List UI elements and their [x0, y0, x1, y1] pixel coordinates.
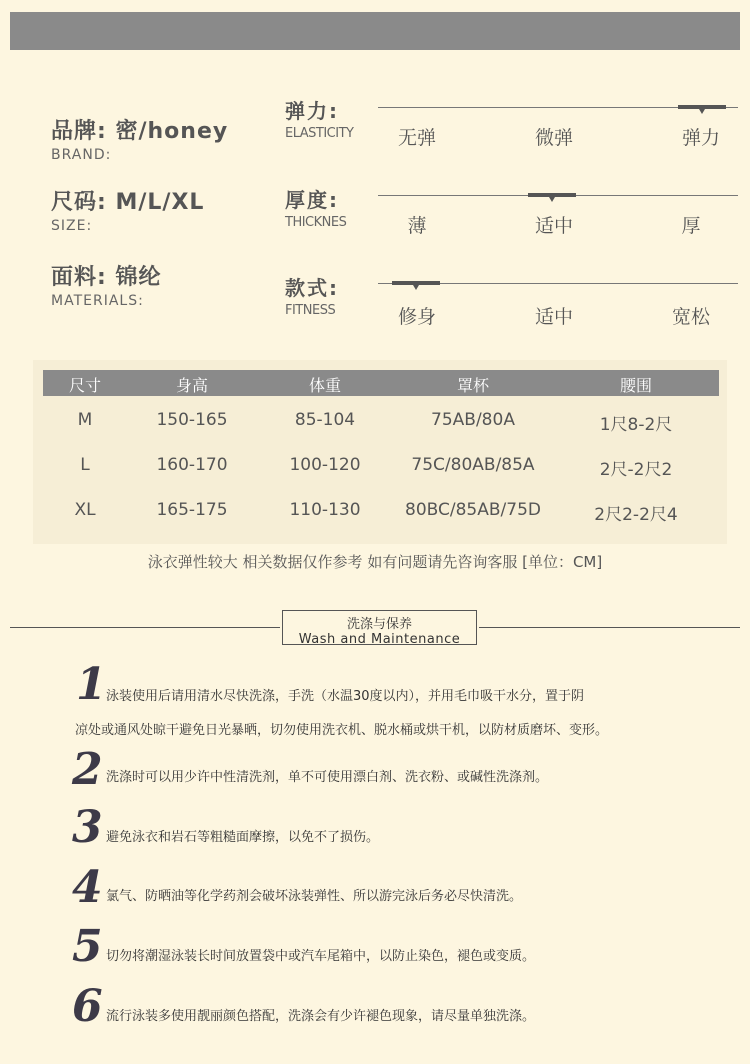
thickness-title [285, 184, 346, 230]
step-number-2: 2 [72, 744, 103, 795]
size-value: M/L/XL [115, 190, 205, 215]
step-1-line-2: 凉处或通风处晾干避免日光暴晒，切勿使用洗衣机、脱水桶或烘干机，以防材质磨坏、变形。 [75, 723, 609, 738]
fitness-title-cn: 款式: [285, 276, 339, 300]
step-number-6: 6 [72, 981, 103, 1032]
header-weight: 体重 [308, 376, 341, 395]
size-label-en: SIZE: [51, 218, 93, 234]
table-cell-m-cup: 75AB/80A [431, 410, 515, 430]
fitness-option-high: 宽松 [671, 306, 710, 328]
elasticity-title-en: ELASTICITY [285, 126, 354, 141]
elasticity-title-cn: 弹力: [285, 99, 339, 123]
thickness-scale-marker [528, 193, 576, 197]
size-note: 泳衣弹性较大 相关数据仅作参考 如有问题请先咨询客服 [单位：CM] [147, 553, 603, 571]
header-height: 身高 [175, 376, 208, 395]
size-attribute [51, 185, 204, 234]
table-cell-l-waist: 2尺-2尺2 [599, 460, 673, 480]
step-3-line-1: 避免泳衣和岩石等粗糙面摩擦，以免不了损伤。 [106, 830, 380, 845]
brand-value: 密/honey [115, 119, 229, 144]
material-label-en: MATERIALS: [51, 293, 144, 309]
table-cell-l-size: L [80, 455, 90, 475]
header-size: 尺寸 [68, 376, 101, 395]
thickness-option-low: 薄 [407, 215, 427, 237]
size-label: 尺码: [51, 190, 107, 215]
table-cell-xl-size: XL [74, 500, 96, 520]
table-cell-xl-height: 165-175 [156, 500, 228, 520]
header-cup: 罩杯 [456, 376, 489, 395]
thickness-option-mid: 适中 [534, 215, 573, 237]
elasticity-title [285, 95, 353, 141]
elasticity-option-high: 弹力 [681, 127, 720, 149]
step-number-1: 1 [76, 659, 107, 710]
step-4-line-1: 氯气、防晒油等化学药剂会破坏泳装弹性、所以游完泳后务必尽快清洗。 [106, 889, 523, 904]
fitness-title [285, 272, 339, 318]
wash-title-en: Wash and Maintenance [298, 632, 461, 647]
table-cell-m-weight: 85-104 [294, 410, 356, 430]
material-value: 锦纶 [115, 265, 162, 290]
wash-title-box [282, 610, 477, 645]
table-cell-l-weight: 100-120 [289, 455, 361, 475]
wash-divider-right [479, 627, 740, 628]
header-waist: 腰围 [619, 376, 652, 395]
step-number-3: 3 [72, 802, 103, 853]
table-cell-l-height: 160-170 [156, 455, 228, 475]
brand-attribute [51, 114, 228, 163]
elasticity-option-low: 无弹 [397, 127, 436, 149]
wash-title-cn: 洗涤与保养 [346, 617, 412, 632]
fitness-scale-marker [392, 281, 440, 285]
thickness-option-high: 厚 [681, 215, 701, 237]
material-attribute [51, 260, 162, 309]
table-cell-xl-waist: 2尺2-2尺4 [594, 505, 678, 525]
step-2-line-1: 洗涤时可以用少许中性清洗剂，单不可使用漂白剂、洗衣粉、或碱性洗涤剂。 [106, 770, 549, 785]
table-cell-l-cup: 75C/80AB/85A [411, 455, 535, 475]
table-cell-xl-cup: 80BC/85AB/75D [405, 500, 541, 520]
table-cell-m-size: M [77, 410, 93, 430]
top-banner-bar [10, 12, 740, 50]
material-label: 面料: [51, 265, 107, 290]
thickness-title-cn: 厚度: [285, 188, 339, 212]
brand-label: 品牌: [51, 119, 107, 144]
fitness-option-mid: 适中 [534, 306, 573, 328]
elasticity-option-mid: 微弹 [534, 127, 573, 149]
thickness-title-en: THICKNES [285, 215, 347, 230]
step-6-line-1: 流行泳装多使用靓丽颜色搭配，洗涤会有少许褪色现象，请尽量单独洗涤。 [106, 1009, 536, 1024]
step-number-4: 4 [72, 862, 103, 913]
step-number-5: 5 [72, 921, 103, 972]
elasticity-scale-marker [678, 105, 726, 109]
wash-divider-left [10, 627, 280, 628]
brand-label-en: BRAND: [51, 147, 112, 163]
fitness-option-low: 修身 [397, 306, 436, 328]
table-cell-m-waist: 1尺8-2尺 [599, 415, 673, 435]
table-cell-m-height: 150-165 [156, 410, 228, 430]
fitness-title-en: FITNESS [285, 303, 336, 318]
step-1-line-1: 泳装使用后请用清水尽快洗涤，手洗（水温30度以内），并用毛巾吸干水分，置于阴 [106, 689, 585, 704]
table-cell-xl-weight: 110-130 [289, 500, 361, 520]
step-5-line-1: 切勿将潮湿泳装长时间放置袋中或汽车尾箱中，以防止染色，褪色或变质。 [106, 949, 536, 964]
